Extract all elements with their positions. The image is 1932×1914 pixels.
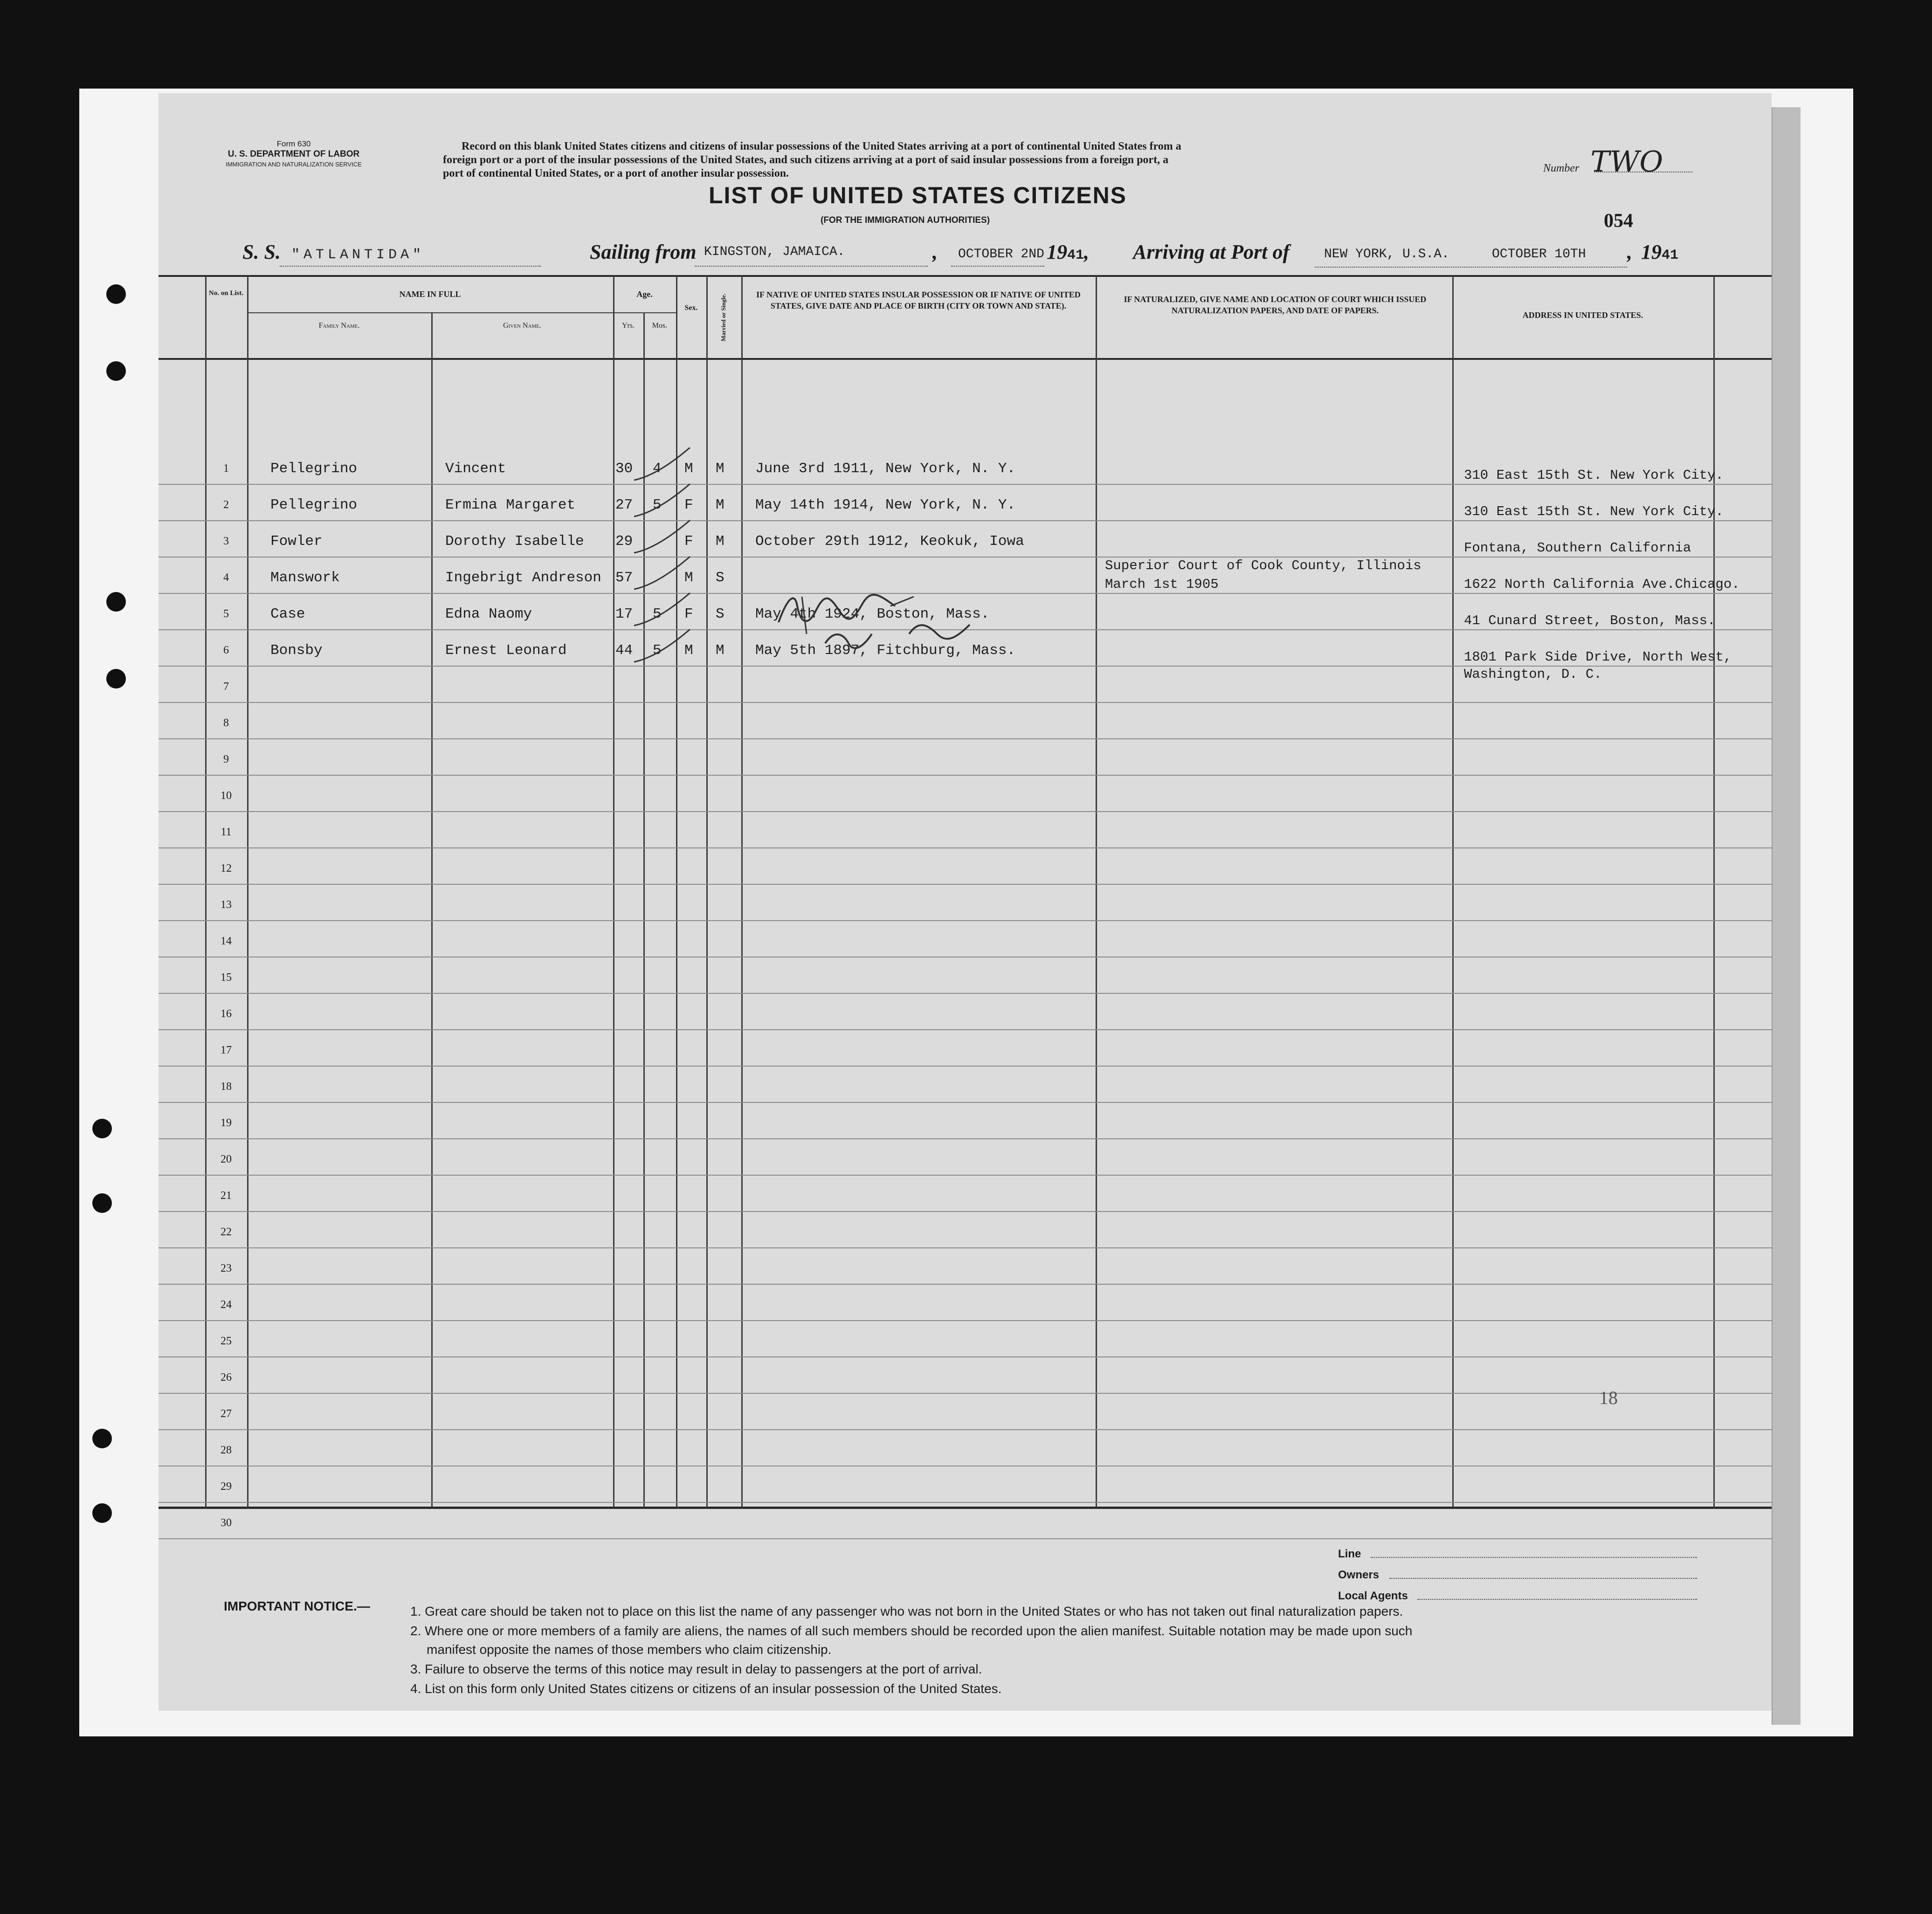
row-number: 1 <box>223 462 229 475</box>
record-note-line-2: foreign port or a port of the insular possessions of the United States, and such citizens arriving at a port of said insular possessions from a foreign port, a <box>443 154 1169 166</box>
row-number: 9 <box>223 753 229 765</box>
row-number: 30 <box>221 1517 232 1529</box>
ship-name: "ATLANTIDA" <box>291 247 425 263</box>
tick-mark <box>634 448 690 480</box>
age-months-cell: 5 <box>653 497 662 513</box>
agent-owners-label: Owners <box>1338 1569 1380 1581</box>
address-cell: Fontana, Southern California <box>1464 540 1691 556</box>
birth-cell: May 4th 1924, Boston, Mass. <box>755 606 990 622</box>
binding-hole <box>92 1429 112 1448</box>
row-line <box>159 484 1772 485</box>
row-number: 24 <box>221 1299 232 1311</box>
row-number: 15 <box>221 971 232 984</box>
number-label: Number <box>1543 162 1580 174</box>
col-given-name: Given Name. <box>503 322 541 330</box>
age-months-cell: 5 <box>653 642 662 659</box>
service: IMMIGRATION AND NATURALIZATION SERVICE <box>226 161 362 168</box>
row-line <box>159 1284 1772 1285</box>
row-number: 29 <box>221 1480 232 1493</box>
row-line <box>159 557 1772 558</box>
col-age: Age. <box>636 289 653 299</box>
table-top-border <box>159 275 1772 277</box>
row-line <box>159 1102 1772 1103</box>
family-name-cell: Pellegrino <box>270 497 358 513</box>
age-group-line <box>613 312 676 313</box>
tick-mark <box>634 520 690 553</box>
naturalization-date-cell: March 1st 1905 <box>1105 577 1219 592</box>
handwritten-initials <box>774 578 988 657</box>
row-line <box>159 1138 1772 1139</box>
binding-hole <box>92 1503 112 1523</box>
row-number: 7 <box>223 681 229 693</box>
row-line <box>159 1393 1772 1394</box>
ss-label: S. S. <box>242 241 281 263</box>
tick-mark <box>634 629 690 662</box>
sail-date-line <box>951 266 1044 267</box>
row-number: 21 <box>221 1190 232 1202</box>
address-cell: 1622 North California Ave.Chicago. <box>1464 577 1740 592</box>
row-number: 2 <box>223 499 229 511</box>
row-number: 26 <box>221 1371 232 1384</box>
row-number: 5 <box>223 608 229 620</box>
col-line-10 <box>1452 275 1454 1508</box>
sail-year: 1941, <box>1047 241 1090 263</box>
form-number: Form 630 <box>276 139 311 148</box>
agent-local-label: Local Agents <box>1338 1590 1408 1602</box>
family-name-cell: Pellegrino <box>270 461 358 477</box>
agent-line-label: Line <box>1338 1548 1361 1560</box>
notice-item-4: 4. List on this form only United States citizens or citizens of an insular possession of the United States. <box>410 1681 1002 1696</box>
tick-mark <box>634 557 690 589</box>
given-name-cell: Dorothy Isabelle <box>445 533 584 550</box>
notice-heading: IMPORTANT NOTICE.— <box>224 1599 370 1613</box>
handwritten-tick-marks <box>625 448 718 671</box>
form-info <box>224 139 364 170</box>
col-name-in-full: NAME IN FULL <box>399 289 461 299</box>
arrival-line <box>1315 267 1627 268</box>
sex-cell: F <box>684 497 693 513</box>
row-line <box>159 1538 1772 1539</box>
age-months-cell: 4 <box>653 461 662 477</box>
col-sex: Sex. <box>684 304 698 312</box>
sail-year-prefix: 19 <box>1047 241 1067 263</box>
manifest-sheet <box>159 93 1772 1711</box>
age-years-cell: 27 <box>615 497 633 513</box>
age-years-cell: 57 <box>615 570 633 586</box>
arrival-date: OCTOBER 10TH <box>1492 247 1586 262</box>
sailing-label: Sailing from <box>590 241 697 263</box>
binding-hole <box>106 669 126 688</box>
department: U. S. DEPARTMENT OF LABOR <box>228 149 360 159</box>
given-name-cell: Ingebrigt Andreson <box>445 570 601 586</box>
address-line-2-cell: Washington, D. C. <box>1464 667 1602 682</box>
row-line <box>159 847 1772 848</box>
notice-item-3: 3. Failure to observe the terms of this notice may result in delay to passengers at the port of arrival. <box>410 1662 982 1676</box>
comma-1: , <box>932 241 938 263</box>
row-line <box>159 920 1772 921</box>
arrival-year-suffix: 41 <box>1662 248 1679 263</box>
arrival-year-prefix: 19 <box>1641 241 1662 263</box>
marital-status-cell: M <box>716 461 724 477</box>
notice-item-1: 1. Great care should be taken not to place on this list the name of any passenger who was not born in the United States or who has not taken out final naturalization papers. <box>410 1604 1403 1618</box>
age-years-cell: 17 <box>615 606 633 622</box>
binding-hole <box>92 1193 112 1213</box>
col-line-1 <box>205 275 207 1508</box>
row-number: 19 <box>221 1117 232 1129</box>
binding-hole <box>92 1119 112 1138</box>
family-name-cell: Case <box>270 606 305 622</box>
tick-mark <box>634 484 690 516</box>
naturalization-court-cell: Superior Court of Cook County, Illinois <box>1105 558 1421 573</box>
row-number: 22 <box>221 1226 232 1238</box>
birth-cell: June 3rd 1911, New York, N. Y. <box>755 461 1016 477</box>
row-line <box>159 1429 1772 1430</box>
stamp-number: 18 <box>1599 1387 1618 1408</box>
age-years-cell: 29 <box>615 533 633 550</box>
row-line <box>159 811 1772 812</box>
binding-hole <box>106 284 126 304</box>
tick-mark <box>634 593 690 626</box>
row-number: 17 <box>221 1044 232 1056</box>
birth-cell: May 5th 1897, Fitchburg, Mass. <box>755 642 1016 659</box>
given-name-cell: Ernest Leonard <box>445 642 567 659</box>
birth-cell: October 29th 1912, Keokuk, Iowa <box>755 533 1024 550</box>
page-number: 054 <box>1604 210 1633 232</box>
binding-hole <box>106 592 126 612</box>
notice-item-2: 2. Where one or more members of a family are aliens, the names of all such members should be recorded upon the alien manifest. Suitable notation may be made upon such <box>410 1624 1413 1638</box>
col-no-on-list: No. on List. <box>208 289 244 297</box>
header-bottom-border <box>159 358 1772 360</box>
row-line <box>159 1356 1772 1357</box>
row-line <box>159 1211 1772 1212</box>
col-line-11 <box>1713 275 1715 1508</box>
sex-cell: F <box>684 533 693 550</box>
row-number: 12 <box>221 862 232 874</box>
row-line <box>159 775 1772 776</box>
agent-local-fill <box>1417 1599 1697 1600</box>
col-line-8 <box>741 275 743 1508</box>
row-line <box>159 1502 1772 1503</box>
age-months-cell: 5 <box>653 606 662 622</box>
age-years-cell: 44 <box>615 642 633 659</box>
address-cell: 1801 Park Side Drive, North West, <box>1464 649 1732 665</box>
table-bottom-border <box>159 1507 1772 1509</box>
record-note <box>443 140 1181 180</box>
row-line <box>159 1247 1772 1248</box>
row-line <box>159 738 1772 739</box>
row-number: 28 <box>221 1444 232 1456</box>
marital-status-cell: S <box>716 570 724 586</box>
record-note-line-3: port of continental United States, or a port of another insular possession. <box>443 167 789 179</box>
row-line <box>159 520 1772 521</box>
name-group-line <box>247 312 613 313</box>
family-name-cell: Bonsby <box>270 642 323 659</box>
marital-status-cell: M <box>716 642 724 659</box>
agent-line-fill <box>1371 1557 1697 1558</box>
row-number: 4 <box>223 571 229 584</box>
arrival-year-label: , <box>1627 241 1632 263</box>
marital-status-cell: M <box>716 533 724 550</box>
birth-cell: May 14th 1914, New York, N. Y. <box>755 497 1016 513</box>
family-name-cell: Manswork <box>270 570 340 586</box>
sex-cell: M <box>684 461 693 477</box>
row-number: 6 <box>223 644 229 656</box>
col-birth: IF NATIVE OF UNITED STATES INSULAR POSSESSION OR IF NATIVE OF UNITED STATES, GIVE DATE AND PLACE OF BIRTH (CITY OR TOWN AND STATE). <box>756 290 1081 310</box>
agent-owners-fill <box>1389 1578 1697 1579</box>
row-line <box>159 884 1772 885</box>
col-mos: Mos. <box>652 322 668 330</box>
row-number: 10 <box>221 790 232 802</box>
binding-hole <box>106 361 126 381</box>
row-number: 23 <box>221 1262 232 1274</box>
sailing-from: KINGSTON, JAMAICA. <box>704 245 845 259</box>
row-line <box>159 1320 1772 1321</box>
address-cell: 310 East 15th St. New York City. <box>1464 468 1724 483</box>
page-title: LIST OF UNITED STATES CITIZENS <box>709 182 1127 208</box>
row-line <box>159 1029 1772 1030</box>
col-yrs: Yrs. <box>621 322 635 330</box>
row-number: 13 <box>221 899 232 911</box>
arriving-label: Arriving at Port of <box>1133 241 1290 263</box>
row-line <box>159 702 1772 703</box>
row-number: 16 <box>221 1008 232 1020</box>
arrival-year <box>1641 240 1678 264</box>
col-line-9 <box>1096 275 1097 1508</box>
row-number: 14 <box>221 935 232 947</box>
age-years-cell: 30 <box>615 461 633 477</box>
given-name-cell: Vincent <box>445 461 506 477</box>
col-naturalized: IF NATURALIZED, GIVE NAME AND LOCATION OF COURT WHICH ISSUED NATURALIZATION PAPERS, AND DATE OF PAPERS. <box>1124 295 1427 315</box>
marital-status-cell: M <box>716 497 724 513</box>
record-note-line-1: Record on this blank United States citizens and citizens of insular possessions of the United States arriving at a port of continental United States from a <box>462 140 1181 152</box>
ship-line <box>280 266 541 267</box>
sex-cell: F <box>684 606 693 622</box>
number-value: TWO <box>1590 145 1663 179</box>
sex-cell: M <box>684 570 693 586</box>
sail-date: OCTOBER 2ND <box>958 247 1044 262</box>
sail-year-suffix: 41 <box>1067 248 1084 263</box>
row-number: 20 <box>221 1153 232 1165</box>
number-field <box>1543 145 1663 179</box>
col-line-2 <box>247 275 248 1508</box>
row-number: 11 <box>221 826 232 838</box>
address-cell: 310 East 15th St. New York City. <box>1464 504 1724 519</box>
marital-status-cell: S <box>716 606 724 622</box>
row-number: 3 <box>223 535 229 547</box>
col-line-4 <box>613 275 614 1508</box>
col-line-3 <box>431 312 433 1508</box>
col-address: ADDRESS IN UNITED STATES. <box>1522 310 1643 320</box>
sheet-edge <box>1772 107 1801 1725</box>
notice-item-2b: manifest opposite the names of those members who claim citizenship. <box>427 1642 832 1657</box>
given-name-cell: Edna Naomy <box>445 606 532 622</box>
sailing-line <box>695 266 928 267</box>
given-name-cell: Ermina Margaret <box>445 497 576 513</box>
row-number: 18 <box>221 1081 232 1093</box>
col-married-single: Married or Single. <box>720 293 727 342</box>
arrival-port: NEW YORK, U.S.A. <box>1324 247 1449 262</box>
row-number: 27 <box>221 1408 232 1420</box>
row-number: 8 <box>223 717 229 729</box>
col-family-name: Family Name. <box>318 322 360 330</box>
sex-cell: M <box>684 642 693 659</box>
page-subtitle: (FOR THE IMMIGRATION AUTHORITIES) <box>821 215 990 225</box>
row-number: 25 <box>221 1335 232 1347</box>
family-name-cell: Fowler <box>270 533 323 550</box>
row-line <box>159 993 1772 994</box>
address-cell: 41 Cunard Street, Boston, Mass. <box>1464 613 1716 628</box>
row-line <box>159 1066 1772 1067</box>
row-line <box>159 1175 1772 1176</box>
